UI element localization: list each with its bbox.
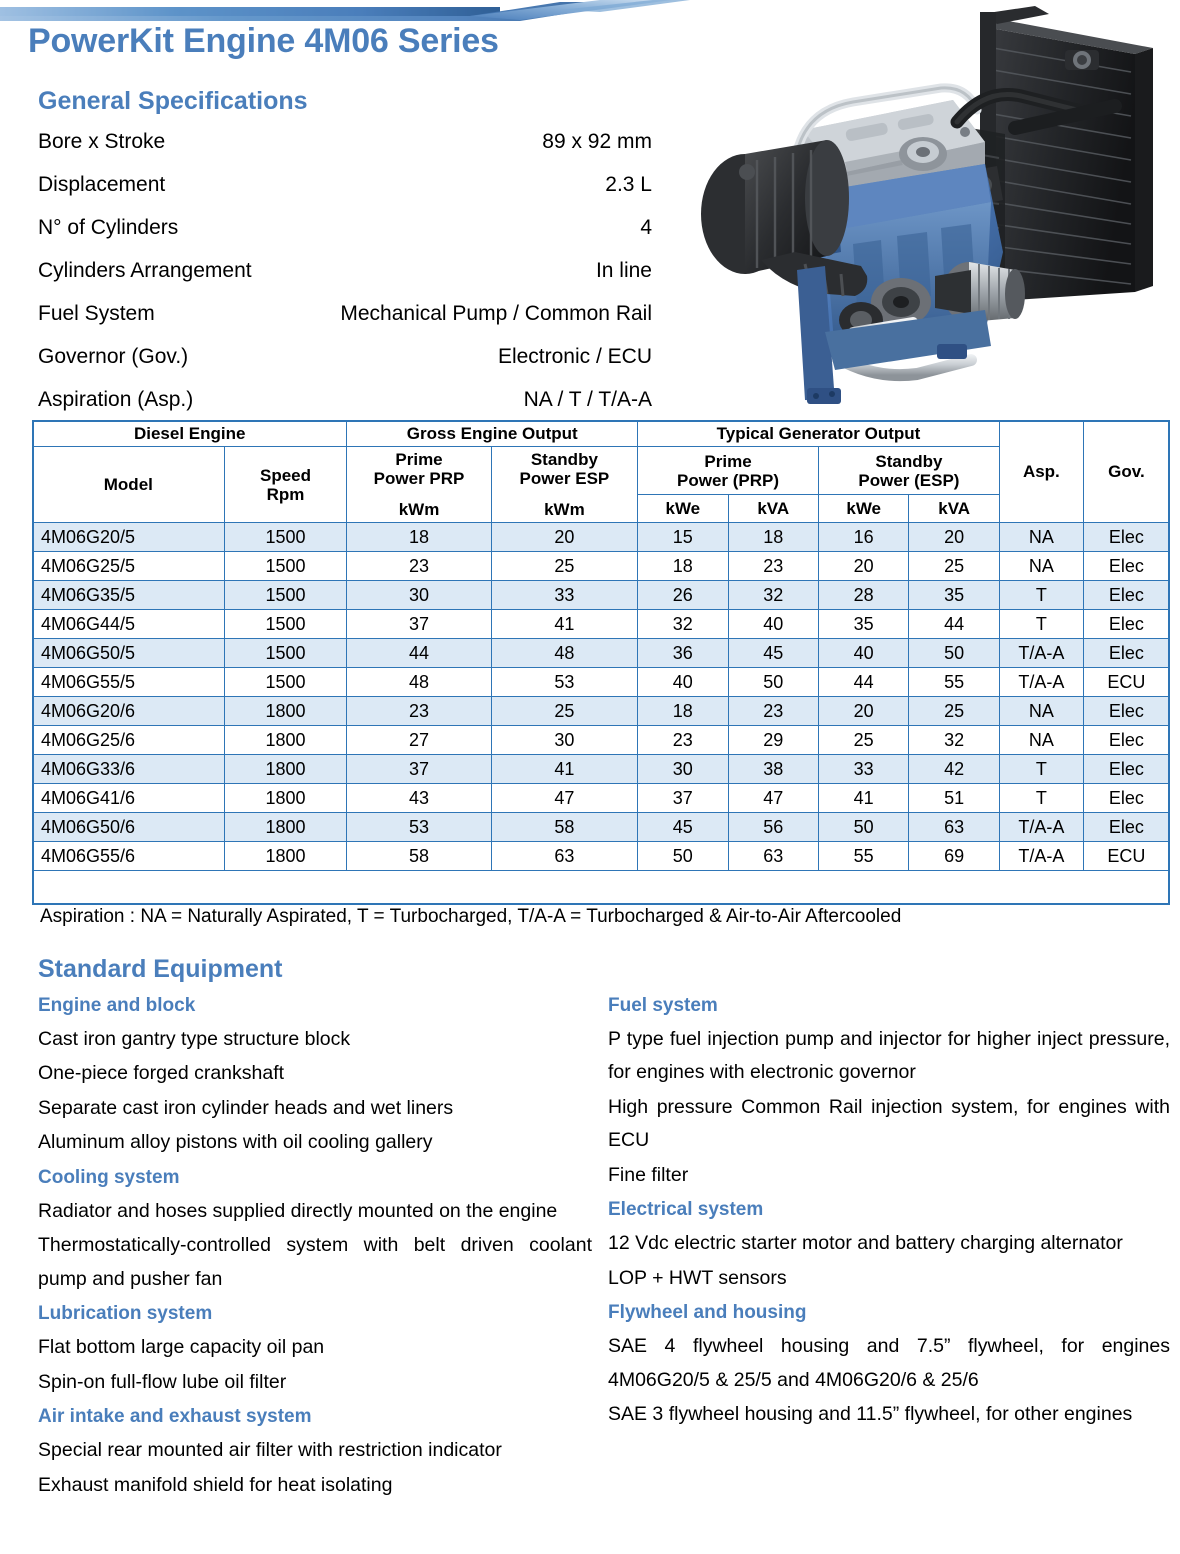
spec-row — [38, 345, 652, 388]
cell-speed: 1800 — [224, 755, 347, 784]
equipment-group-heading: Engine and block — [38, 995, 196, 1016]
cell-gross-standby: 20 — [491, 523, 637, 552]
equipment-group — [38, 1167, 592, 1296]
cell-gen-standby-kwe: 50 — [818, 813, 908, 842]
cell-gross-prime: 23 — [347, 552, 491, 581]
aspiration-footnote: Aspiration : NA = Naturally Aspirated, T = Turbocharged, T/A-A = Turbocharged & Air-to-Air Aftercooled — [40, 906, 902, 927]
cell-gross-prime: 37 — [347, 610, 491, 639]
cell-gross-standby: 41 — [491, 755, 637, 784]
spec-value: 4 — [640, 216, 652, 239]
equipment-item: Special rear mounted air filter with restriction indicator — [38, 1438, 502, 1461]
unit-gen-prime-kwe: kWe — [638, 495, 728, 523]
cell-gen-prime-kva: 23 — [728, 697, 818, 726]
cell-model: 4M06G50/5 — [33, 639, 225, 668]
equipment-item: One-piece forged crankshaft — [38, 1062, 285, 1085]
spec-value: NA / T / T/A-A — [523, 388, 652, 411]
cell-governor: Elec — [1083, 610, 1169, 639]
cell-gen-prime-kwe: 36 — [638, 639, 728, 668]
cell-aspiration: T/A-A — [999, 813, 1083, 842]
cell-gross-prime: 37 — [347, 755, 491, 784]
cell-gen-standby-kva: 32 — [909, 726, 999, 755]
table-row — [33, 668, 1170, 697]
equipment-item: Separate cast iron cylinder heads and wet liners — [38, 1096, 454, 1119]
ratings-table-container — [32, 420, 1170, 871]
radiator — [985, 20, 1153, 302]
group-header-diesel-engine: Diesel Engine — [33, 421, 347, 447]
table-row — [33, 610, 1170, 639]
table-row — [33, 552, 1170, 581]
cell-governor: ECU — [1083, 668, 1169, 697]
cell-gross-standby: 25 — [491, 697, 637, 726]
cell-gross-standby: 53 — [491, 668, 637, 697]
spec-value: In line — [595, 259, 652, 282]
spec-label: Aspiration (Asp.) — [38, 388, 194, 411]
cell-gen-standby-kwe: 35 — [818, 610, 908, 639]
cell-model: 4M06G35/5 — [33, 581, 225, 610]
cell-gen-standby-kwe: 55 — [818, 842, 908, 871]
cell-gen-prime-kva: 47 — [728, 784, 818, 813]
cell-gross-standby: 25 — [491, 552, 637, 581]
cell-gen-prime-kva: 32 — [728, 581, 818, 610]
cell-gross-standby: 41 — [491, 610, 637, 639]
cell-speed: 1800 — [224, 813, 347, 842]
cell-gen-prime-kwe: 32 — [638, 610, 728, 639]
table-row — [33, 697, 1170, 726]
cell-gross-prime: 30 — [347, 581, 491, 610]
cell-gen-standby-kva: 25 — [909, 697, 999, 726]
equipment-group-heading: Cooling system — [38, 1166, 180, 1188]
table-row — [33, 581, 1170, 610]
cell-governor: Elec — [1083, 755, 1169, 784]
spec-value: 2.3 L — [605, 173, 652, 196]
cell-model: 4M06G33/6 — [33, 755, 225, 784]
spec-label: Bore x Stroke — [38, 130, 166, 153]
spec-value: Electronic / ECU — [497, 345, 652, 368]
equipment-group — [38, 1303, 592, 1399]
speed-label-line2: Rpm — [266, 484, 305, 504]
cell-gross-standby: 48 — [491, 639, 637, 668]
air-filter — [701, 140, 867, 296]
cell-governor: Elec — [1083, 552, 1169, 581]
spec-label: Fuel System — [38, 302, 155, 325]
table-row — [33, 842, 1170, 871]
cell-gen-prime-kwe: 50 — [638, 842, 728, 871]
equipment-group — [608, 1199, 1170, 1295]
cell-gen-prime-kwe: 23 — [638, 726, 728, 755]
cell-gen-prime-kwe: 18 — [638, 552, 728, 581]
cell-speed: 1800 — [224, 726, 347, 755]
cell-gen-standby-kwe: 16 — [818, 523, 908, 552]
cell-gen-standby-kva: 42 — [909, 755, 999, 784]
unit-gen-standby-kwe: kWe — [818, 495, 908, 523]
cell-gen-prime-kwe: 15 — [638, 523, 728, 552]
group-header-gross-engine-output: Gross Engine Output — [347, 421, 638, 447]
cell-gen-standby-kva: 35 — [909, 581, 999, 610]
cell-gen-prime-kva: 38 — [728, 755, 818, 784]
unit-gen-prime-kva: kVA — [728, 495, 818, 523]
gross-standby-line2: Power ESP — [519, 469, 610, 489]
cell-governor: Elec — [1083, 697, 1169, 726]
gen-standby-line2: Power (ESP) — [858, 470, 960, 490]
cell-gen-standby-kva: 69 — [909, 842, 999, 871]
gross-standby-unit: kWm — [544, 500, 585, 520]
cell-speed: 1800 — [224, 697, 347, 726]
equipment-item: Radiator and hoses supplied directly mounted on the engine — [38, 1199, 558, 1222]
cell-gen-standby-kva: 44 — [909, 610, 999, 639]
table-row — [33, 726, 1170, 755]
table-row — [33, 523, 1170, 552]
equipment-item: SAE 4 flywheel housing and 7.5” flywheel, for engines 4M06G20/5 & 25/5 and 4M06G20/6 & 25/6 — [608, 1335, 1170, 1391]
cell-gen-prime-kwe: 40 — [638, 668, 728, 697]
equipment-item: High pressure Common Rail injection system, for engines with ECU — [608, 1095, 1170, 1152]
cell-model: 4M06G50/6 — [33, 813, 225, 842]
cell-governor: ECU — [1083, 842, 1169, 871]
cell-gen-prime-kva: 40 — [728, 610, 818, 639]
cell-gen-prime-kva: 56 — [728, 813, 818, 842]
cell-gross-prime: 44 — [347, 639, 491, 668]
cell-aspiration: T/A-A — [999, 842, 1083, 871]
group-header-typical-generator-output: Typical Generator Output — [638, 421, 1000, 447]
equipment-group-heading: Fuel system — [608, 995, 718, 1016]
cell-model: 4M06G20/5 — [33, 523, 225, 552]
cell-governor: Elec — [1083, 813, 1169, 842]
table-row — [33, 813, 1170, 842]
cell-gen-prime-kwe: 18 — [638, 697, 728, 726]
spec-row — [38, 173, 652, 216]
cell-governor: Elec — [1083, 581, 1169, 610]
column-header-gross-prime-power — [347, 447, 491, 523]
cell-speed: 1500 — [224, 552, 347, 581]
cell-gen-standby-kwe: 41 — [818, 784, 908, 813]
cell-gross-prime: 53 — [347, 813, 491, 842]
standard-equipment-right-column — [608, 995, 1170, 1439]
cell-aspiration: NA — [999, 552, 1083, 581]
cell-aspiration: T — [999, 784, 1083, 813]
column-header-asp: Asp. — [999, 421, 1083, 523]
cell-gross-standby: 63 — [491, 842, 637, 871]
standard-equipment-heading: Standard Equipment — [38, 955, 283, 983]
equipment-group — [608, 995, 1170, 1192]
gross-prime-line2: Power PRP — [373, 469, 465, 489]
cell-gen-standby-kwe: 40 — [818, 639, 908, 668]
cell-gen-prime-kva: 63 — [728, 842, 818, 871]
column-header-speed-rpm — [224, 447, 347, 523]
equipment-group-heading: Electrical system — [608, 1199, 764, 1221]
cell-gross-standby: 33 — [491, 581, 637, 610]
standard-equipment-left-column — [38, 995, 592, 1509]
spec-label: N° of Cylinders — [38, 216, 179, 239]
gen-prime-line1: Prime — [704, 451, 752, 471]
equipment-group-heading: Lubrication system — [38, 1303, 213, 1325]
cell-model: 4M06G41/6 — [33, 784, 225, 813]
column-header-model: Model — [33, 447, 225, 523]
cell-gross-standby: 47 — [491, 784, 637, 813]
cell-gross-prime: 58 — [347, 842, 491, 871]
spec-row — [38, 302, 652, 345]
cell-gen-standby-kva: 50 — [909, 639, 999, 668]
gross-prime-unit: kWm — [398, 500, 440, 520]
spec-value: 89 x 92 mm — [542, 130, 652, 153]
cell-gen-prime-kwe: 30 — [638, 755, 728, 784]
cell-gen-standby-kva: 25 — [909, 552, 999, 581]
cell-gen-prime-kva: 50 — [728, 668, 818, 697]
equipment-item: SAE 3 flywheel housing and 11.5” flywheel, for other engines — [608, 1403, 1133, 1426]
equipment-item: LOP + HWT sensors — [608, 1266, 787, 1289]
cell-aspiration: NA — [999, 523, 1083, 552]
cell-speed: 1800 — [224, 842, 347, 871]
equipment-item: Fine filter — [608, 1163, 689, 1186]
cell-speed: 1500 — [224, 639, 347, 668]
gross-prime-line1: Prime — [395, 450, 443, 470]
spec-value: Mechanical Pump / Common Rail — [340, 302, 652, 325]
cell-gen-prime-kva: 18 — [728, 523, 818, 552]
cell-model: 4M06G20/6 — [33, 697, 225, 726]
column-header-gen-standby-power — [818, 447, 999, 495]
spec-row — [38, 216, 652, 259]
cell-aspiration: T/A-A — [999, 639, 1083, 668]
cell-speed: 1500 — [224, 668, 347, 697]
cell-aspiration: T — [999, 581, 1083, 610]
equipment-item: P type fuel injection pump and injector for higher inject pressure, for engines with electronic governor — [608, 1027, 1170, 1084]
cell-gross-prime: 48 — [347, 668, 491, 697]
cell-gen-standby-kwe: 33 — [818, 755, 908, 784]
cell-gen-standby-kva: 55 — [909, 668, 999, 697]
sub-header-row — [33, 447, 1170, 495]
spec-label: Displacement — [38, 173, 166, 196]
equipment-group — [38, 1406, 592, 1502]
cell-governor: Elec — [1083, 784, 1169, 813]
cell-gen-prime-kva: 23 — [728, 552, 818, 581]
cell-gross-standby: 58 — [491, 813, 637, 842]
gen-standby-line1: Standby — [875, 451, 943, 471]
equipment-item: Thermostatically-controlled system with belt driven coolant pump and pusher fan — [38, 1234, 592, 1290]
cell-aspiration: T/A-A — [999, 668, 1083, 697]
speed-label-line1: Speed — [260, 465, 312, 485]
cell-governor: Elec — [1083, 523, 1169, 552]
page-title: PowerKit Engine 4M06 Series — [28, 22, 499, 60]
spec-row — [38, 259, 652, 302]
equipment-item: Spin-on full-flow lube oil filter — [38, 1370, 287, 1393]
cell-aspiration: NA — [999, 697, 1083, 726]
table-row — [33, 639, 1170, 668]
cell-aspiration: T — [999, 610, 1083, 639]
cell-model: 4M06G55/6 — [33, 842, 225, 871]
cell-gen-prime-kwe: 37 — [638, 784, 728, 813]
cell-model: 4M06G25/5 — [33, 552, 225, 581]
equipment-item: Cast iron gantry type structure block — [38, 1027, 351, 1050]
spec-label: Cylinders Arrangement — [38, 259, 252, 282]
cell-gen-standby-kwe: 20 — [818, 697, 908, 726]
column-header-gov: Gov. — [1083, 421, 1169, 523]
equipment-group — [38, 995, 592, 1160]
cell-gen-standby-kwe: 20 — [818, 552, 908, 581]
group-header-row — [33, 421, 1170, 447]
cell-aspiration: T — [999, 755, 1083, 784]
ratings-table-head — [33, 421, 1170, 523]
table-row — [33, 755, 1170, 784]
cell-governor: Elec — [1083, 726, 1169, 755]
cell-gen-standby-kva: 51 — [909, 784, 999, 813]
cell-gen-standby-kva: 63 — [909, 813, 999, 842]
cell-speed: 1500 — [224, 610, 347, 639]
cell-model: 4M06G55/5 — [33, 668, 225, 697]
equipment-group-heading: Air intake and exhaust system — [38, 1406, 312, 1428]
cell-speed: 1500 — [224, 581, 347, 610]
cell-gen-prime-kva: 29 — [728, 726, 818, 755]
cell-gen-prime-kwe: 45 — [638, 813, 728, 842]
cell-gen-standby-kwe: 44 — [818, 668, 908, 697]
equipment-group — [608, 1302, 1170, 1431]
cell-gross-prime: 18 — [347, 523, 491, 552]
cell-gen-standby-kwe: 25 — [818, 726, 908, 755]
column-header-gross-standby-power — [491, 447, 637, 523]
ratings-table-body — [33, 523, 1170, 871]
cell-governor: Elec — [1083, 639, 1169, 668]
gen-prime-line2: Power (PRP) — [677, 470, 780, 490]
cell-gen-standby-kwe: 28 — [818, 581, 908, 610]
equipment-item: Flat bottom large capacity oil pan — [38, 1336, 325, 1359]
spec-row — [38, 130, 652, 173]
cell-speed: 1500 — [224, 523, 347, 552]
cell-gross-standby: 30 — [491, 726, 637, 755]
engine-product-image — [685, 2, 1175, 414]
table-row — [33, 784, 1170, 813]
spec-label: Governor (Gov.) — [38, 345, 189, 368]
cell-model: 4M06G25/6 — [33, 726, 225, 755]
cell-gross-prime: 23 — [347, 697, 491, 726]
cell-model: 4M06G44/5 — [33, 610, 225, 639]
gross-standby-line1: Standby — [530, 450, 598, 470]
column-header-gen-prime-power — [638, 447, 819, 495]
general-specifications-list — [38, 130, 652, 431]
cell-gross-prime: 43 — [347, 784, 491, 813]
unit-gen-standby-kva: kVA — [909, 495, 999, 523]
equipment-item: Exhaust manifold shield for heat isolating — [38, 1473, 393, 1496]
general-specifications-heading: General Specifications — [38, 87, 308, 115]
cell-gross-prime: 27 — [347, 726, 491, 755]
cell-aspiration: NA — [999, 726, 1083, 755]
equipment-item: 12 Vdc electric starter motor and battery charging alternator — [608, 1232, 1123, 1255]
cell-gen-prime-kva: 45 — [728, 639, 818, 668]
cell-gen-standby-kva: 20 — [909, 523, 999, 552]
equipment-group-heading: Flywheel and housing — [608, 1302, 807, 1324]
equipment-item: Aluminum alloy pistons with oil cooling gallery — [38, 1131, 433, 1154]
cell-speed: 1800 — [224, 784, 347, 813]
ratings-table — [32, 420, 1170, 871]
cell-gen-prime-kwe: 26 — [638, 581, 728, 610]
